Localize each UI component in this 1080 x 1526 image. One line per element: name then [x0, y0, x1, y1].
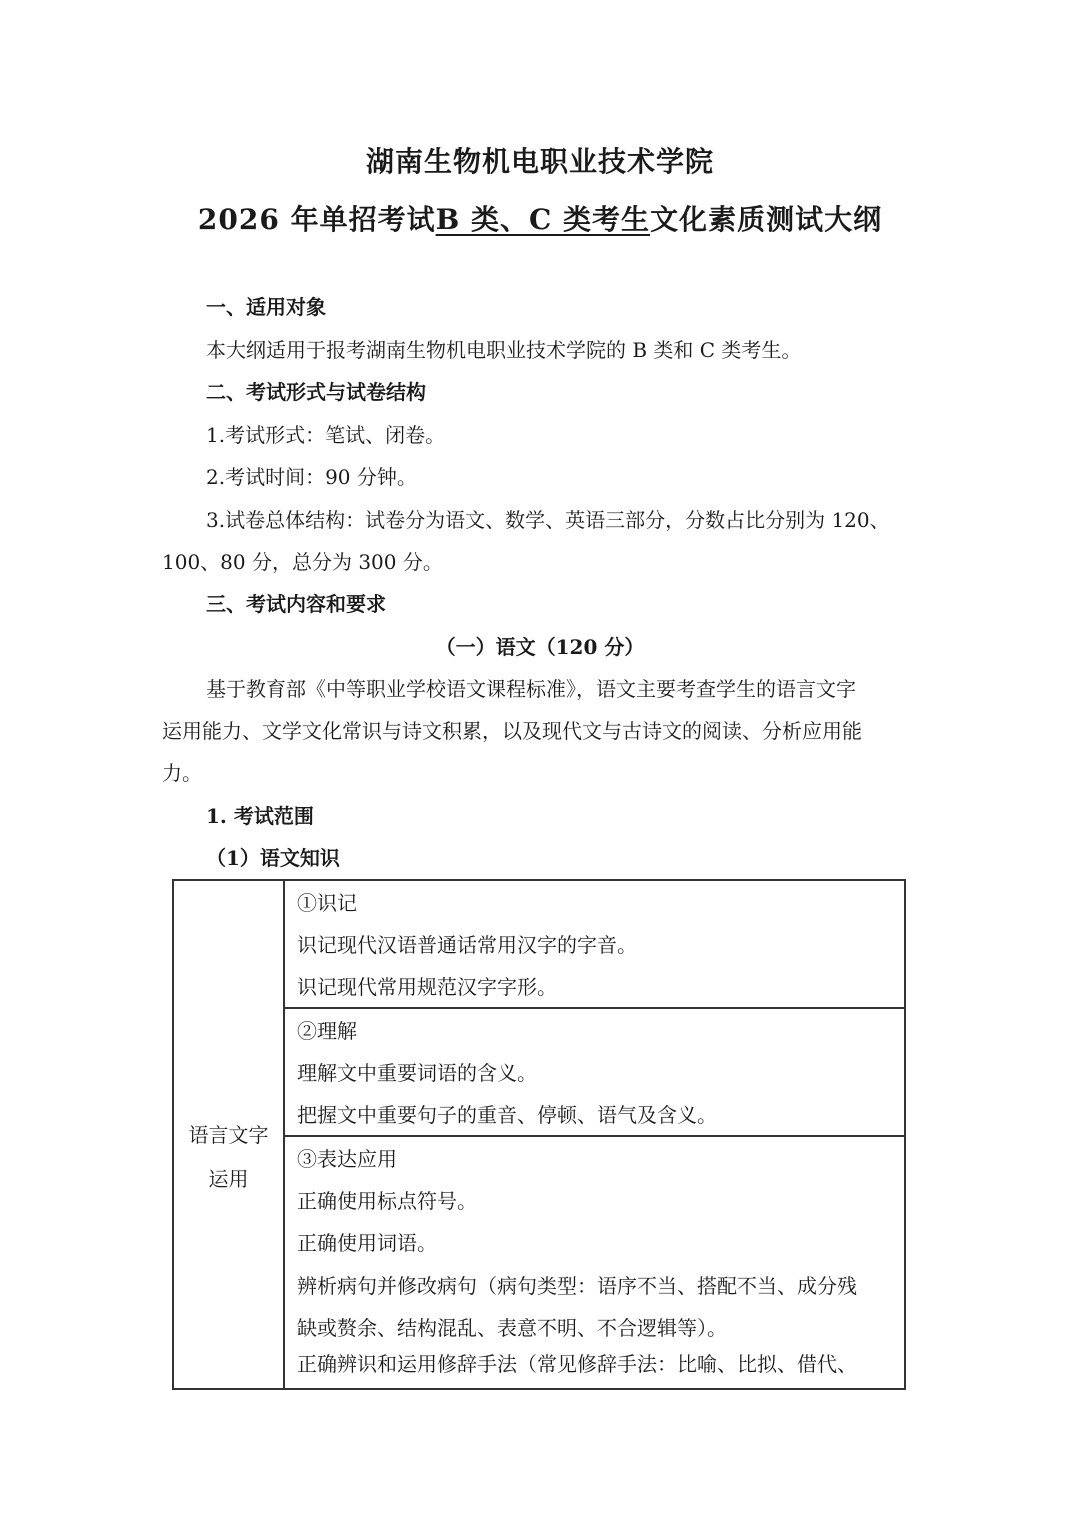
section2-item2: 2.考试时间：90 分钟。: [206, 465, 417, 489]
block3-line5: 正确辨识和运用修辞手法（常见修辞手法：比喻、比拟、借代、: [297, 1352, 857, 1376]
section3-subheading: （一）语文（120 分）: [435, 635, 645, 659]
document-title-line2: [0, 198, 1080, 238]
block3-line2: 正确使用词语。: [297, 1231, 437, 1255]
block2-line1: 理解文中重要词语的含义。: [297, 1061, 537, 1085]
section3-paragraph-line3: 力。: [162, 761, 202, 785]
section3-paragraph-line2: 运用能力、文学文化常识与诗文积累，以及现代文与古诗文的阅读、分析应用能: [162, 719, 862, 743]
table-category-cell: [174, 881, 285, 1388]
section3-paragraph-line1: 基于教育部《中等职业学校语文课程标准》，语文主要考查学生的语言文字: [206, 677, 856, 701]
block3-heading: ③表达应用: [297, 1147, 397, 1171]
category-label-line2: 运用: [208, 1167, 249, 1191]
syllabus-table: [172, 879, 906, 1390]
section2-item1: 1.考试形式：笔试、闭卷。: [206, 423, 446, 447]
section2-item3-line2: 100、80 分，总分为 300 分。: [162, 550, 443, 574]
block2-heading: ②理解: [297, 1019, 357, 1043]
section1-body: 本大纲适用于报考湖南生物机电职业技术学院的 B 类和 C 类考生。: [206, 338, 802, 362]
table-block-understand: [285, 1009, 904, 1137]
section3-heading: 三、考试内容和要求: [206, 592, 386, 616]
block3-line3: 辨析病句并修改病句（病句类型：语序不当、搭配不当、成分残: [297, 1274, 857, 1298]
title-suffix: 文化素质测试大纲: [650, 203, 883, 236]
section2-heading: 二、考试形式与试卷结构: [206, 380, 426, 404]
section3-item1-sub: （1）语文知识: [206, 846, 340, 870]
section3-item1: 1. 考试范围: [206, 804, 314, 828]
title-prefix: 2026 年单招考试: [197, 203, 436, 236]
block2-line2: 把握文中重要句子的重音、停顿、语气及含义。: [297, 1103, 717, 1127]
table-block-memorize: [285, 881, 904, 1009]
block3-line4: 缺或赘余、结构混乱、表意不明、不合逻辑等）。: [297, 1316, 727, 1340]
block1-heading: ①识记: [297, 891, 357, 915]
block3-line1: 正确使用标点符号。: [297, 1189, 477, 1213]
section2-item3-line1: 3.试卷总体结构：试卷分为语文、数学、英语三部分，分数占比分别为 120、: [206, 508, 890, 532]
category-label-line1: 语言文字: [188, 1123, 269, 1147]
block1-line2: 识记现代常用规范汉字字形。: [297, 975, 557, 999]
section1-heading: 一、适用对象: [206, 295, 326, 319]
table-block-expression: [285, 1137, 904, 1390]
title-underlined: B 类、C 类考生: [435, 203, 651, 236]
block1-line1: 识记现代汉语普通话常用汉字的字音。: [297, 933, 637, 957]
document-title-line1: 湖南生物机电职业技术学院: [365, 145, 714, 178]
